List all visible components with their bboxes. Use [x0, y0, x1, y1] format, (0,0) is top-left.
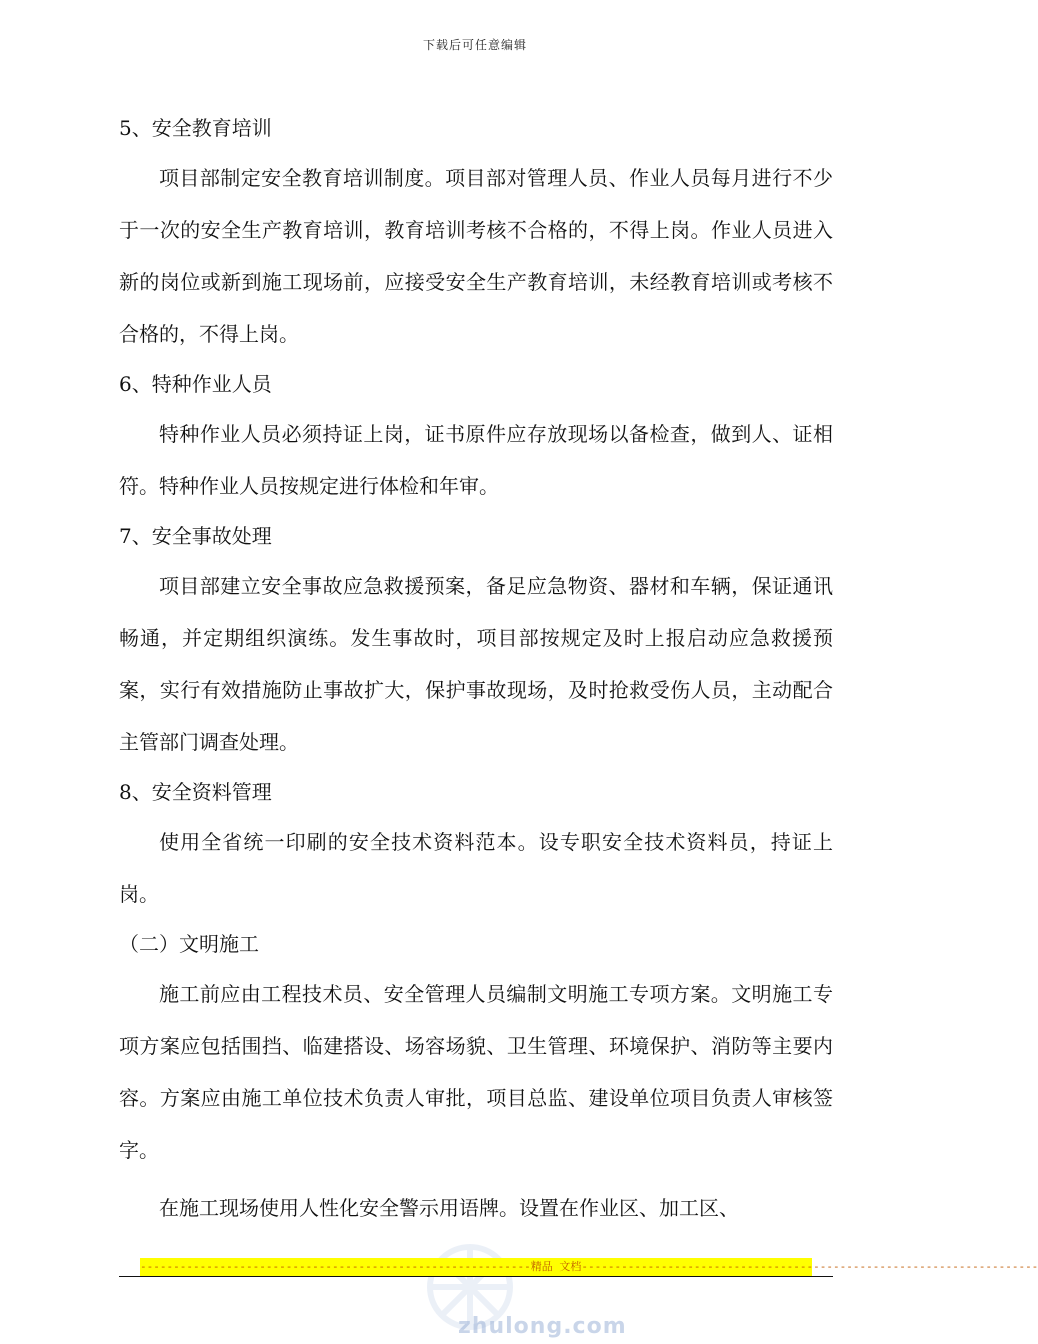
section-paragraph-5: 项目部制定安全教育培训制度。项目部对管理人员、作业人员每月进行不少于一次的安全生产教育培训，教育培训考核不合格的，不得上岗。作业人员进入新的岗位或新到施工现场前，应接受安全生产教育培训，未经教育培训或考核不合格的，不得上岗。 — [119, 166, 833, 346]
section-paragraph-8: 使用全省统一印刷的安全技术资料范本。设专职安全技术资料员，持证上岗。 — [119, 830, 833, 906]
footer-banner: -----------------------------------------------------------精品 文档--------------------------------------------------------------------- — [140, 1258, 812, 1276]
section-heading-7: 7、安全事故处理 — [119, 524, 272, 548]
document-body — [119, 104, 833, 1234]
header-note: 下载后可任意编辑 — [422, 38, 527, 52]
section-paragraph-6: 特种作业人员必须持证上岗，证书原件应存放现场以备检查，做到人、证相符。特种作业人员按规定进行体检和年审。 — [119, 422, 833, 498]
watermark-text: zhulong.com — [458, 1314, 627, 1339]
section-heading-8: 8、安全资料管理 — [119, 780, 272, 804]
section-paragraph-civil-1: 施工前应由工程技术员、安全管理人员编制文明施工专项方案。文明施工专项方案应包括围挡、临建搭设、场容场貌、卫生管理、环境保护、消防等主要内容。方案应由施工单位技术负责人审批，项目总监、建设单位项目负责人审核签字。 — [119, 982, 833, 1162]
section-heading-civil: （二）文明施工 — [119, 932, 259, 956]
section-heading-5: 5、安全教育培训 — [119, 116, 272, 140]
footer-divider — [119, 1276, 833, 1277]
section-heading-6: 6、特种作业人员 — [119, 372, 272, 396]
section-paragraph-7: 项目部建立安全事故应急救援预案，备足应急物资、器材和车辆，保证通讯畅通，并定期组织演练。发生事故时，项目部按规定及时上报启动应急救援预案，实行有效措施防止事故扩大，保护事故现场，及时抢救受伤人员，主动配合主管部门调查处理。 — [119, 574, 833, 754]
section-paragraph-civil-2: 在施工现场使用人性化安全警示用语牌。设置在作业区、加工区、 — [159, 1196, 739, 1220]
